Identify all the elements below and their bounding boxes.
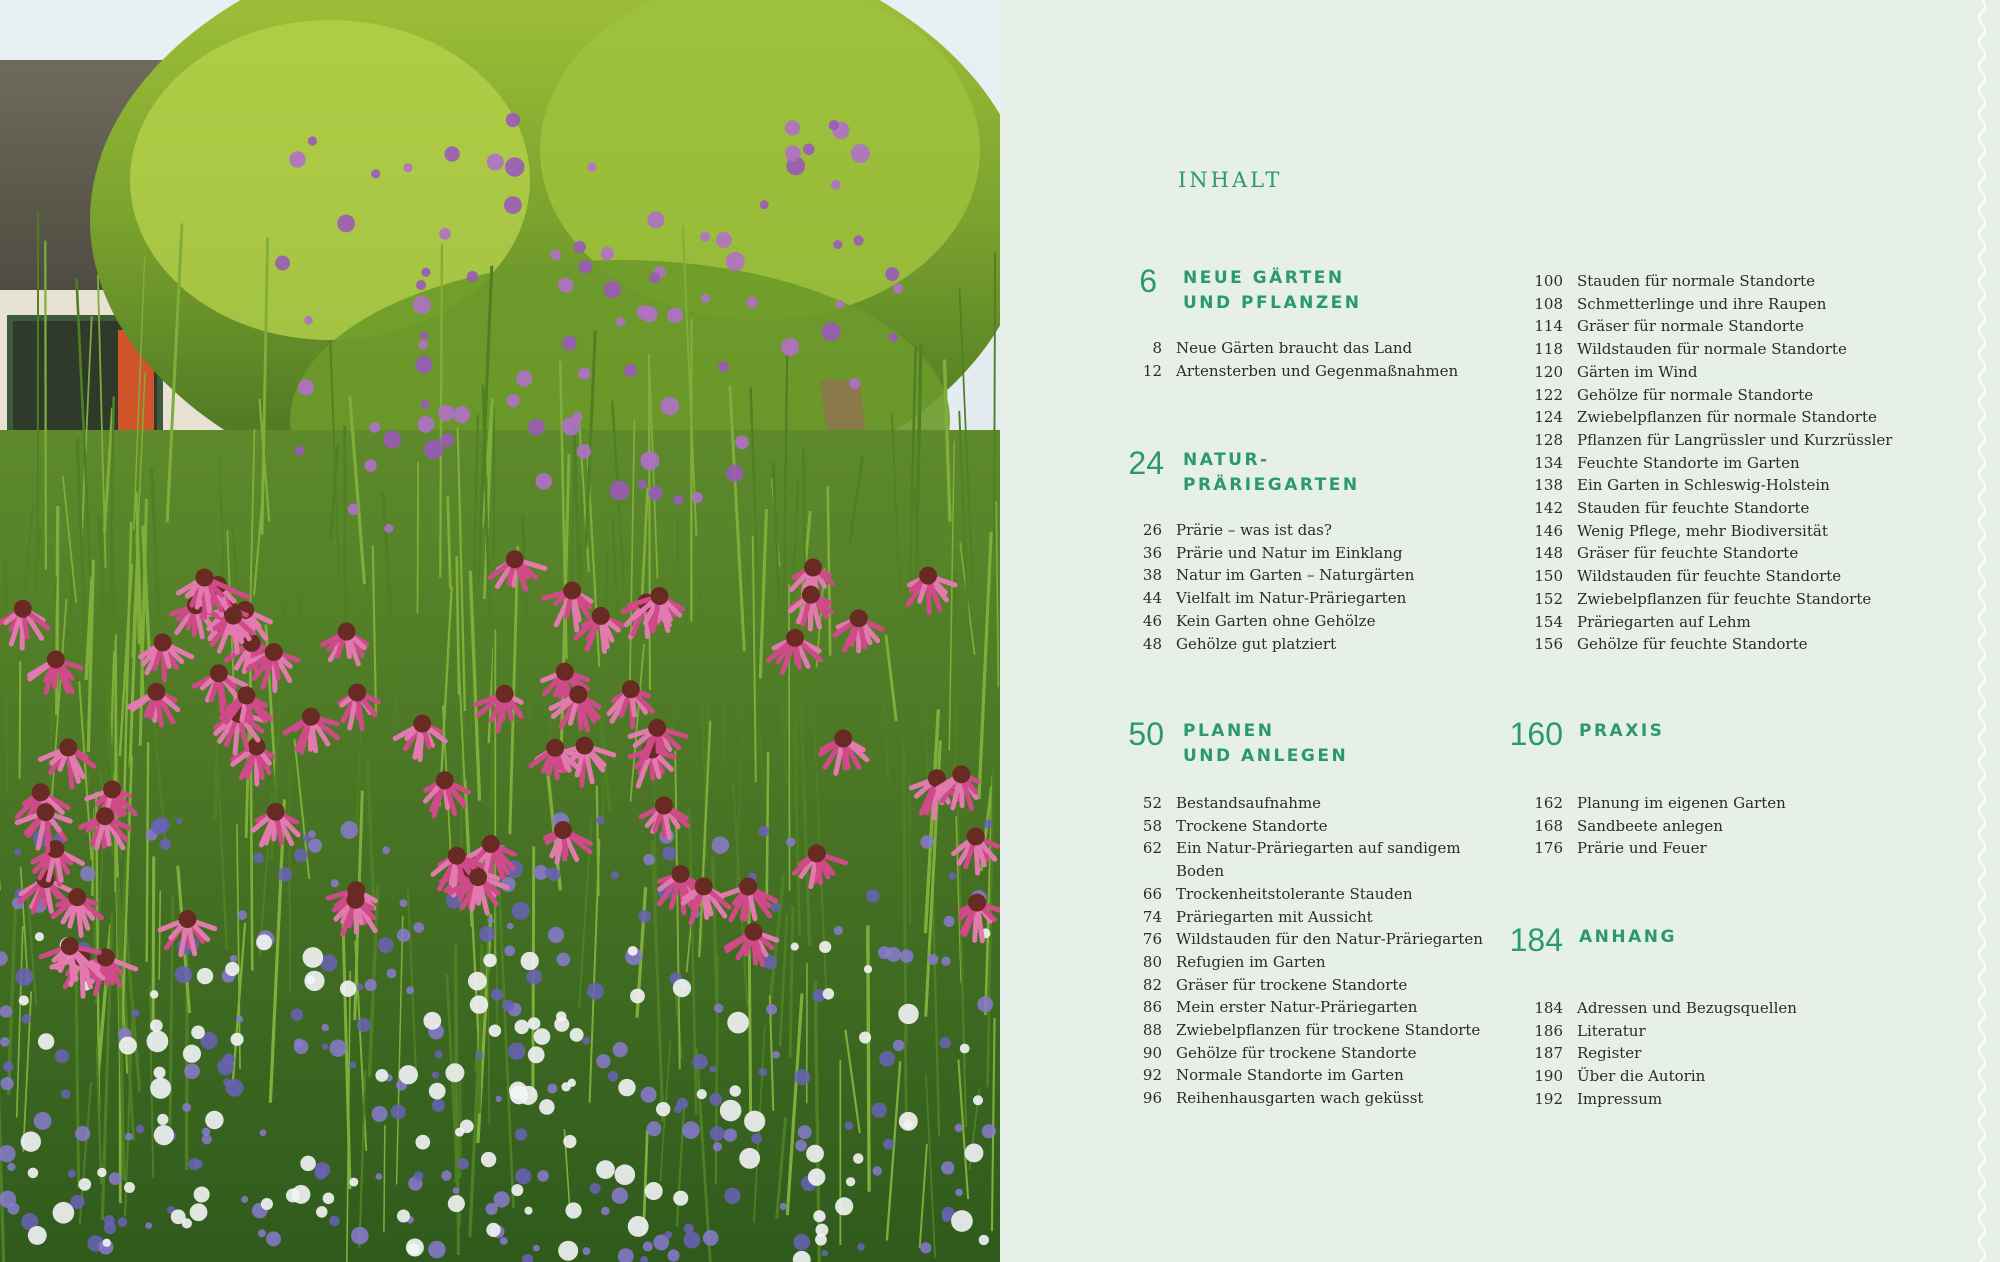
toc-entry-title: Feuchte Standorte im Garten	[1577, 453, 1800, 472]
toc-entry-title: Vielfalt im Natur-Präriegarten	[1176, 589, 1407, 608]
toc-entry-page: 176	[1534, 839, 1563, 858]
toc-entry-title: Gräser für trockene Standorte	[1176, 975, 1408, 994]
toc-entry-page: 88	[1142, 1021, 1162, 1040]
toc-entry-title: Stauden für feuchte Standorte	[1577, 499, 1810, 518]
toc-entry-title: Ein Natur-Präriegarten auf sandigem	[1176, 839, 1461, 858]
toc-entry[interactable]	[1110, 860, 1483, 883]
toc-entry-page: 150	[1534, 567, 1563, 586]
toc-entry-title: Präriegarten mit Aussicht	[1176, 907, 1373, 926]
toc-entry-page: 58	[1142, 816, 1162, 835]
chapter-number: 6	[1139, 263, 1157, 299]
chapter-title-line: NATUR-	[1183, 450, 1270, 470]
toc-entry-page: 92	[1142, 1066, 1162, 1085]
toc-entry-title: Über die Autorin	[1577, 1067, 1706, 1086]
toc-entry-title: Wildstauden für den Natur-Präriegarten	[1176, 930, 1483, 949]
chapter-title	[1183, 266, 1362, 316]
toc-entry-title: Zwiebelpflanzen für trockene Standorte	[1176, 1021, 1481, 1040]
toc-entry[interactable]	[1505, 520, 1892, 543]
toc-entry-title: Gehölze für trockene Standorte	[1176, 1043, 1417, 1062]
toc-entry-page: 12	[1142, 361, 1162, 380]
toc-entry-title: Mein erster Natur-Präriegarten	[1176, 998, 1418, 1017]
toc-entry-title: Stauden für normale Standorte	[1577, 272, 1816, 290]
toc-entry[interactable]	[1505, 270, 1892, 293]
toc-entry-page: 148	[1534, 544, 1563, 563]
chapter-title	[1579, 925, 1677, 950]
toc-entry-title: Wenig Pflege, mehr Biodiversität	[1577, 521, 1828, 540]
toc-entry[interactable]	[1505, 452, 1892, 475]
toc-entry-title: Prärie – was ist das?	[1176, 521, 1332, 539]
toc-entry-title: Literatur	[1577, 1021, 1646, 1040]
toc-entry-page: 74	[1142, 907, 1162, 926]
toc-entry-title: Artensterben und Gegenmaßnahmen	[1176, 361, 1459, 380]
chapter-number: 24	[1128, 445, 1164, 481]
toc-entry-page: 124	[1534, 408, 1563, 427]
toc-entry-page: 134	[1534, 453, 1563, 472]
toc-entry[interactable]	[1110, 996, 1483, 1019]
toc-entry[interactable]	[1110, 883, 1483, 906]
toc-entry[interactable]	[1110, 633, 1414, 656]
toc-entry-title: Prärie und Natur im Einklang	[1176, 543, 1403, 562]
toc-entry-page: 100	[1534, 272, 1563, 290]
toc-entry-title: Präriegarten auf Lehm	[1577, 612, 1751, 631]
chapter-number: 160	[1509, 716, 1563, 752]
toc-entry-page: 48	[1142, 634, 1162, 653]
toc-entry-title: Pflanzen für Langrüssler und Kurzrüssler	[1577, 430, 1893, 449]
toc-entry-page: 90	[1142, 1043, 1162, 1062]
toc-entry-title: Schmetterlinge und ihre Raupen	[1577, 294, 1827, 313]
toc-entry-title: Gehölze für normale Standorte	[1577, 385, 1814, 404]
toc-entry[interactable]	[1110, 564, 1414, 587]
chapter-title-line: ANHANG	[1579, 927, 1677, 947]
chapter-title-line: PRAXIS	[1579, 721, 1665, 741]
toc-entry[interactable]	[1110, 587, 1414, 610]
toc-entry-page: 142	[1534, 499, 1563, 518]
chapter-title-line: UND PFLANZEN	[1183, 293, 1362, 313]
toc-entry[interactable]	[1110, 837, 1483, 860]
toc-entry[interactable]	[1505, 633, 1892, 656]
toc-entry[interactable]	[1110, 928, 1483, 951]
toc-entry[interactable]	[1505, 315, 1892, 338]
toc-entry[interactable]	[1505, 542, 1892, 565]
chapter-number: 184	[1509, 922, 1563, 958]
toc-entry-page: 187	[1534, 1044, 1563, 1063]
toc-entry[interactable]	[1505, 997, 1797, 1020]
toc-entry-page: 66	[1142, 884, 1162, 903]
toc-entry-page: 154	[1534, 612, 1563, 631]
toc-entry-title: Boden	[1176, 862, 1225, 881]
chapter-title	[1183, 719, 1348, 769]
toc-entry-title: Gräser für feuchte Standorte	[1577, 544, 1799, 563]
toc-entry-page: 122	[1534, 385, 1563, 404]
toc-entry-page: 146	[1534, 521, 1563, 540]
chapter-entry-list	[1505, 997, 1797, 1111]
toc-entry-page: 120	[1534, 362, 1563, 381]
toc-entry-page: 80	[1142, 952, 1162, 971]
toc-entry[interactable]	[1505, 815, 1786, 838]
toc-entry-page: 108	[1534, 294, 1563, 313]
toc-entry[interactable]	[1505, 1020, 1797, 1043]
toc-entry-page: 162	[1534, 794, 1563, 812]
toc-entry[interactable]	[1505, 588, 1892, 611]
toc-entry-title: Gehölze gut platziert	[1176, 634, 1337, 653]
toc-entry-page	[1110, 860, 1162, 883]
toc-entry-page: 114	[1534, 317, 1563, 336]
chapter-entry-list	[1505, 270, 1892, 656]
toc-page	[1000, 0, 2000, 1262]
toc-entry-title: Natur im Garten – Naturgärten	[1176, 566, 1415, 585]
toc-entry-page: 184	[1534, 999, 1563, 1017]
toc-entry[interactable]	[1505, 429, 1892, 452]
toc-entry[interactable]	[1110, 1087, 1483, 1110]
toc-entry[interactable]	[1110, 1019, 1483, 1042]
toc-entry-title: Refugien im Garten	[1176, 952, 1326, 971]
toc-entry-title: Zwiebelpflanzen für normale Standorte	[1577, 408, 1877, 427]
chapter-entry-list	[1505, 792, 1786, 860]
toc-entry[interactable]	[1110, 542, 1414, 565]
toc-entry-page: 192	[1534, 1089, 1563, 1108]
toc-entry-page: 76	[1142, 930, 1162, 949]
chapter-title	[1183, 448, 1360, 498]
toc-entry-page: 8	[1152, 339, 1162, 357]
toc-entry[interactable]	[1505, 361, 1892, 384]
toc-entry-title: Bestandsaufnahme	[1176, 794, 1322, 812]
chapter-title	[1579, 719, 1664, 744]
toc-entry-page: 38	[1142, 566, 1162, 585]
toc-entry-title: Kein Garten ohne Gehölze	[1176, 611, 1376, 630]
toc-entry-title: Ein Garten in Schleswig-Holstein	[1577, 476, 1830, 495]
toc-entry-title: Wildstauden für normale Standorte	[1577, 340, 1847, 359]
toc-entry-page: 62	[1142, 839, 1162, 858]
toc-entry-page: 138	[1534, 476, 1563, 495]
toc-entry-page: 44	[1142, 589, 1162, 608]
chapter-title-line: PRÄRIEGARTEN	[1183, 475, 1360, 495]
toc-entry-title: Trockenheitstolerante Stauden	[1176, 884, 1413, 903]
decorative-page-edge	[1964, 0, 2000, 1262]
toc-entry[interactable]	[1110, 360, 1458, 383]
toc-entry[interactable]	[1110, 1064, 1483, 1087]
toc-entry[interactable]	[1110, 610, 1414, 633]
chapter-title-line: PLANEN	[1183, 721, 1275, 741]
toc-entry[interactable]	[1110, 951, 1483, 974]
toc-entry-title: Planung im eigenen Garten	[1577, 794, 1786, 812]
toc-entry-page: 118	[1534, 340, 1563, 359]
toc-entry-page: 152	[1534, 589, 1563, 608]
toc-entry-title: Gehölze für feuchte Standorte	[1577, 635, 1808, 654]
toc-entry-page: 190	[1534, 1067, 1563, 1086]
toc-entry-title: Impressum	[1577, 1089, 1663, 1108]
toc-entry-page: 168	[1534, 816, 1563, 835]
toc-entry[interactable]	[1505, 406, 1892, 429]
toc-entry-page: 96	[1142, 1089, 1162, 1108]
toc-entry[interactable]	[1110, 1042, 1483, 1065]
toc-entry-page: 128	[1534, 430, 1563, 449]
toc-entry-title: Adressen und Bezugsquellen	[1577, 999, 1797, 1017]
toc-entry-title: Sandbeete anlegen	[1577, 816, 1723, 835]
toc-entry-title: Gräser für normale Standorte	[1577, 317, 1804, 336]
toc-entry-title: Register	[1577, 1044, 1642, 1063]
toc-entry[interactable]	[1505, 474, 1892, 497]
toc-entry[interactable]	[1505, 792, 1786, 815]
chapter-number: 50	[1128, 716, 1164, 752]
toc-entry[interactable]	[1110, 815, 1483, 838]
toc-entry-title: Normale Standorte im Garten	[1176, 1066, 1404, 1085]
toc-entry[interactable]	[1110, 974, 1483, 997]
chapter-entry-list	[1110, 519, 1414, 655]
toc-entry-page: 82	[1142, 975, 1162, 994]
chapter-entry-list	[1110, 337, 1458, 382]
toc-entry-page: 86	[1142, 998, 1162, 1017]
toc-entry[interactable]	[1505, 338, 1892, 361]
toc-entry[interactable]	[1505, 1042, 1797, 1065]
toc-entry-title: Zwiebelpflanzen für feuchte Standorte	[1577, 589, 1872, 608]
toc-entry-page: 36	[1142, 543, 1162, 562]
toc-entry[interactable]	[1110, 792, 1483, 815]
chapter-entry-list	[1110, 792, 1483, 1110]
toc-entry-page: 26	[1142, 521, 1162, 539]
toc-entry-title: Prärie und Feuer	[1577, 839, 1707, 858]
toc-entry[interactable]	[1505, 611, 1892, 634]
chapter-title-line: NEUE GÄRTEN	[1183, 268, 1345, 288]
toc-entry[interactable]	[1505, 1088, 1797, 1111]
toc-entry-title: Gärten im Wind	[1577, 362, 1698, 381]
toc-entry-page: 186	[1534, 1021, 1563, 1040]
toc-entry-title: Reihenhausgarten wach geküsst	[1176, 1089, 1424, 1108]
toc-entry-page: 46	[1142, 611, 1162, 630]
toc-entry[interactable]	[1505, 837, 1786, 860]
toc-entry-title: Neue Gärten braucht das Land	[1176, 339, 1413, 357]
toc-entry-title: Wildstauden für feuchte Standorte	[1577, 567, 1842, 586]
toc-entry[interactable]	[1505, 293, 1892, 316]
toc-entry[interactable]	[1505, 565, 1892, 588]
toc-entry[interactable]	[1110, 906, 1483, 929]
toc-entry[interactable]	[1505, 497, 1892, 520]
toc-entry[interactable]	[1505, 1065, 1797, 1088]
toc-entry-page: 156	[1534, 635, 1563, 654]
toc-entry[interactable]	[1110, 519, 1414, 542]
toc-entry-title: Trockene Standorte	[1176, 816, 1328, 835]
toc-entry-page: 52	[1142, 794, 1162, 812]
toc-entry[interactable]	[1505, 384, 1892, 407]
chapter-title-line: UND ANLEGEN	[1183, 746, 1349, 766]
toc-heading: INHALT	[1178, 168, 1283, 192]
toc-entry[interactable]	[1110, 337, 1458, 360]
